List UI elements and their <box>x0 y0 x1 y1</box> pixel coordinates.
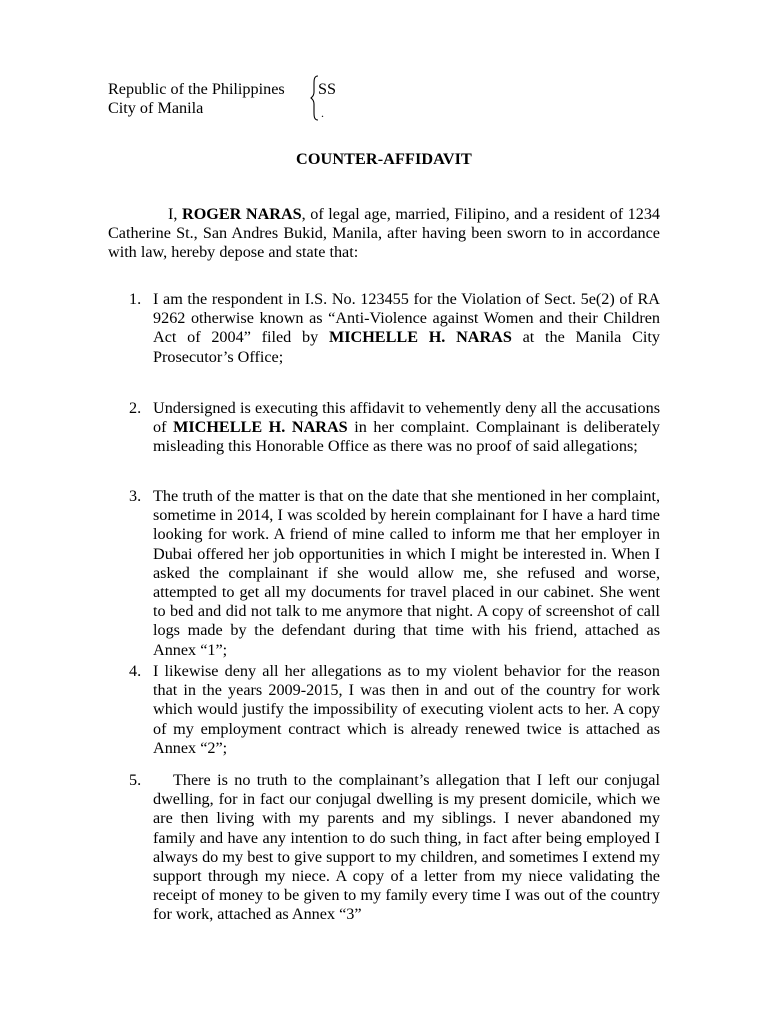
item-number: 2. <box>129 399 142 417</box>
item-text: There is no truth to the complainant’s allegation that I left our conjugal dwelling, for in fact our conjugal dwelling is my present domicile, which we are then living with my parents and my siblings. I never abandoned my family and have any intention to do such thing, in fact after being employed I always do my best to give support to my children, and sometimes I extend my support through my niece. A copy of a letter from my niece validating the receipt of money to be given to my family every time I was out of the country for work, attached as Annex “3” <box>153 771 660 924</box>
venue-block <box>108 80 285 118</box>
item-text: I likewise deny all her allegations as to my violent behavior for the reason that in the years 2009-2015, I was then in and out of the country for work which would justify the impossibility of executing violent acts to her. A copy of my employment contract which is already renewed twice is attached as Annex “2”; <box>153 662 660 757</box>
document-title: COUNTER-AFFIDAVIT <box>296 150 472 168</box>
venue-country: Republic of the Philippines <box>108 80 285 98</box>
intro-paragraph <box>108 205 660 263</box>
item-number: 4. <box>129 662 142 680</box>
list-item <box>129 290 660 367</box>
intro-rest: , of legal age, married, Filipino, and a resident of 1234 Catherine St., San Andres Bukid, Manila, after having been sworn to in accordance with law, hereby depose and state that: <box>108 205 661 262</box>
list-item <box>129 662 660 758</box>
item-number: 1. <box>129 290 142 308</box>
item-text-post: in her complaint. Complainant is deliberately misleading this Honorable Office as there was no proof of said allegations; <box>153 418 660 456</box>
item-number: 3. <box>129 487 142 505</box>
venue-dot: . <box>321 106 324 120</box>
affiant-name: ROGER NARAS <box>182 205 302 223</box>
complainant-name: MICHELLE H. NARAS <box>328 328 512 347</box>
list-item <box>129 399 660 457</box>
item-text: The truth of the matter is that on the date that she mentioned in her complaint, sometime in 2014, I was scolded by herein complainant for I have a hard time looking for work. A friend of mine called to inform me that her employer in Dubai offered her job opportunities in which I might be interested in. When I asked the complainant if she would allow me, she refused and worse, attempted to get all my documents for travel placed in our cabinet. She went to bed and did not talk to me anymore that night. A copy of screenshot of call logs made by the defendant during that time with his friend, attached as Annex “1”; <box>153 487 660 659</box>
intro-pre: I, <box>168 205 182 223</box>
list-item <box>129 487 660 660</box>
item-number: 5. <box>129 771 142 789</box>
item-text <box>153 290 660 367</box>
item-text-post: at the Manila City Prosecutor’s Office; <box>153 328 660 366</box>
venue-city: City of Manila <box>108 99 204 117</box>
item-text-pre: Undersigned is executing this affidavit to vehemently deny all the accusations of <box>153 399 660 437</box>
item-text <box>153 399 660 457</box>
item-text-pre: I am the respondent in I.S. No. 123455 for the Violation of Sect. 5e(2) of RA 9262 otherwise known as “Anti-Violence against Women and their Children Act of 2004” filed by <box>153 290 660 347</box>
complainant-name: MICHELLE H. NARAS <box>173 418 348 437</box>
list-item <box>129 771 660 925</box>
ss-mark: SS <box>318 80 337 98</box>
